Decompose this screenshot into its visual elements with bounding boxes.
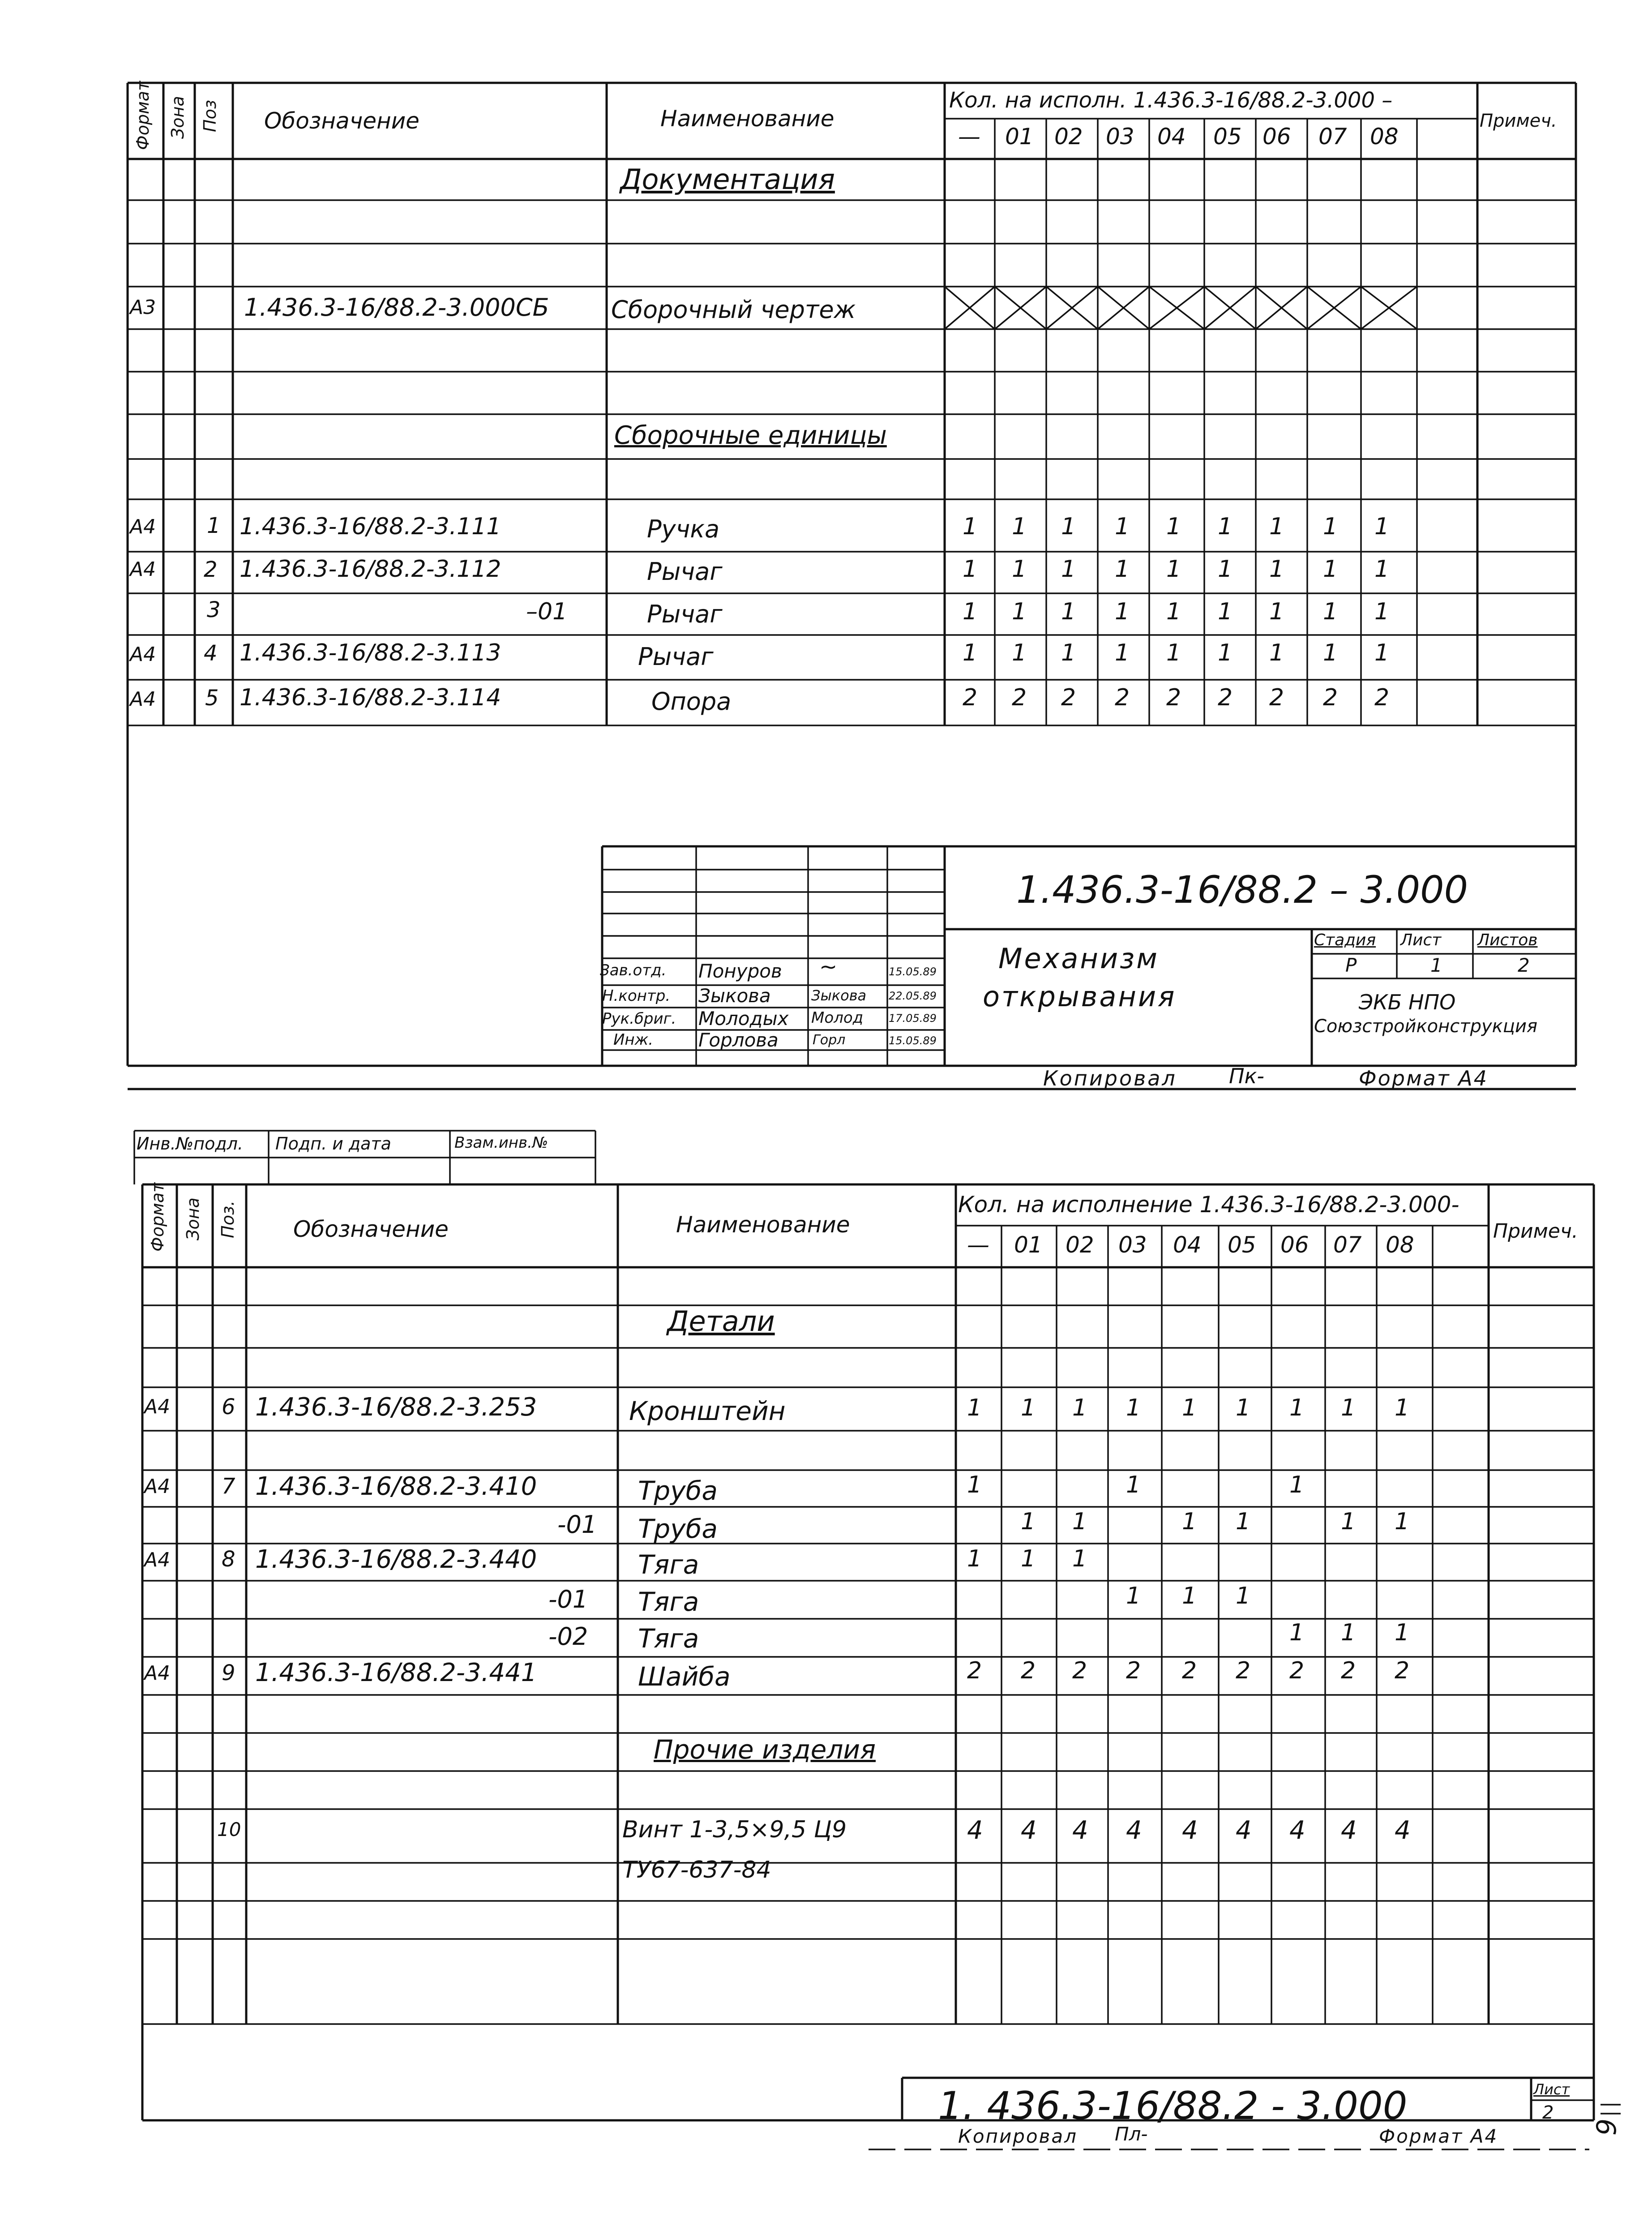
sheet-value: 2 [1542, 2102, 1554, 2123]
variant-header-2: 02 [1066, 1232, 1094, 1258]
row-designation: -01 [557, 1510, 597, 1539]
qty-cell: 1 [1236, 1508, 1251, 1535]
sheet-label: Лист [1400, 931, 1442, 949]
qty-cell: 1 [1115, 556, 1130, 583]
qty-cell: 1 [1269, 639, 1284, 666]
qty-cell: 1 [1012, 639, 1027, 666]
qty-cell: 2 [1072, 1657, 1087, 1684]
qty-cell: 2 [1395, 1657, 1410, 1684]
variant-header-4: 04 [1173, 1232, 1202, 1258]
row-name-2: ТУ67-637-84 [622, 1857, 771, 1883]
header-designation: Обозначение [293, 1216, 449, 1242]
row-name: Кронштейн [629, 1396, 786, 1426]
stamp-sign-date: Подп. и дата [275, 1134, 391, 1154]
doc-designation: 1.436.3-16/88.2-3.000СБ [244, 293, 549, 322]
row-designation: 1.436.3-16/88.2-3.114 [240, 684, 501, 711]
row-pos: 9 [222, 1660, 235, 1686]
variant-header-7: 07 [1333, 1232, 1362, 1258]
qty-cell: 2 [1182, 1657, 1197, 1684]
row-name: Тяга [638, 1623, 699, 1654]
variant-header-3: 03 [1106, 124, 1134, 150]
qty-cell: 4 [1341, 1816, 1357, 1845]
signer-name: Горлова [698, 1029, 779, 1051]
header-name: Наименование [676, 1212, 850, 1238]
title-line2: открывания [983, 980, 1177, 1013]
qty-cell: 1 [1269, 513, 1284, 540]
stamp-inv: Инв.№подл. [137, 1134, 244, 1154]
row-format: А4 [130, 688, 156, 711]
row-designation: 1.436.3-16/88.2-3.111 [240, 513, 501, 540]
qty-cell: 2 [1061, 684, 1076, 711]
footer-format: Формат А4 [1379, 2125, 1498, 2147]
variant-header-3: 03 [1118, 1232, 1147, 1258]
variant-header-2: 02 [1054, 124, 1083, 150]
signer-signature: ~ [819, 954, 838, 979]
signer-role: Инж. [613, 1031, 654, 1049]
qty-cell: 2 [1289, 1657, 1305, 1684]
qty-cell: 1 [1374, 513, 1390, 540]
qty-cell: 2 [1166, 684, 1181, 711]
header-zone: Зона [168, 96, 188, 139]
signer-signature: Горл [813, 1032, 846, 1048]
row-pos: 8 [222, 1547, 235, 1572]
qty-cell: 2 [1012, 684, 1027, 711]
qty-cell: 1 [1341, 1394, 1356, 1421]
qty-cell: 1 [1182, 1394, 1197, 1421]
header-pos: Поз [200, 99, 220, 132]
footer-copied-sign: Пк- [1229, 1064, 1264, 1088]
qty-cell: 4 [1126, 1816, 1142, 1845]
signer-date: 17.05.89 [889, 1012, 937, 1025]
qty-cell: 1 [1166, 556, 1181, 583]
qty-cell: 2 [1269, 684, 1284, 711]
qty-cell: 1 [1218, 639, 1233, 666]
qty-cell: 2 [963, 684, 978, 711]
row-name: Ручка [647, 515, 720, 543]
row-pos: 7 [222, 1474, 235, 1499]
qty-cell: 4 [1236, 1816, 1252, 1845]
qty-cell: 1 [967, 1545, 982, 1572]
qty-cell: 1 [1269, 598, 1284, 625]
variant-header-6: 06 [1263, 124, 1291, 150]
signer-role: Н.контр. [602, 987, 671, 1005]
qty-cell: 1 [967, 1394, 982, 1421]
row-designation: 1.436.3-16/88.2-3.441 [255, 1658, 537, 1687]
variant-header-1: 01 [1005, 124, 1034, 150]
qty-cell: 1 [1289, 1394, 1305, 1421]
row-designation: 1.436.3-16/88.2-3.410 [255, 1472, 537, 1501]
org-line1: ЭКБ НПО [1359, 990, 1456, 1014]
qty-cell: 1 [1182, 1508, 1197, 1535]
row-designation: -01 [548, 1585, 588, 1613]
qty-cell: 1 [967, 1471, 982, 1498]
row-name: Шайба [638, 1661, 731, 1692]
header-qty-title: Кол. на исполнение 1.436.3-16/88.2-3.000- [958, 1192, 1459, 1218]
qty-cell: 4 [967, 1816, 983, 1845]
signer-date: 15.05.89 [889, 1034, 937, 1047]
variant-header-6: 06 [1280, 1232, 1309, 1258]
header-format: Формат [148, 1182, 167, 1252]
signer-role: Рук.бриг. [602, 1010, 676, 1028]
row-pos: 6 [222, 1394, 235, 1420]
qty-cell: 1 [1021, 1545, 1036, 1572]
qty-cell: 1 [1323, 598, 1338, 625]
qty-cell: 1 [1236, 1394, 1251, 1421]
qty-cell: 1 [1323, 639, 1338, 666]
row-designation: -02 [548, 1622, 588, 1651]
sheet-value: 1 [1430, 954, 1442, 976]
row-name: Рычаг [647, 558, 723, 586]
variant-header-8: 08 [1386, 1232, 1414, 1258]
qty-cell: 1 [1115, 598, 1130, 625]
row-format: А4 [144, 1475, 171, 1498]
stage-value: Р [1345, 954, 1357, 976]
qty-cell: 2 [1341, 1657, 1356, 1684]
qty-cell: 1 [1341, 1508, 1356, 1535]
row-name: Тяга [638, 1587, 699, 1617]
row-format: А4 [130, 515, 156, 538]
qty-cell: 1 [1374, 598, 1390, 625]
sheets-label: Листов [1477, 931, 1538, 949]
header-note: Примеч. [1493, 1220, 1578, 1243]
row-name: Рычаг [638, 643, 714, 671]
qty-cell: 1 [1126, 1394, 1141, 1421]
header-note: Примеч. [1480, 111, 1557, 131]
signer-name: Молодых [698, 1008, 789, 1029]
header-name: Наименование [660, 106, 835, 132]
variant-header-0: — [967, 1232, 989, 1258]
qty-cell: 1 [1236, 1583, 1251, 1609]
sheet-label: Лист [1533, 2081, 1570, 2098]
qty-cell: 1 [1395, 1508, 1410, 1535]
qty-cell: 1 [1166, 598, 1181, 625]
qty-cell: 1 [1115, 513, 1130, 540]
row-designation: 1.436.3-16/88.2-3.112 [240, 556, 501, 583]
qty-cell: 1 [1166, 513, 1181, 540]
crossed-cells [945, 287, 1417, 329]
variant-header-4: 04 [1157, 124, 1186, 150]
header-zone: Зона [183, 1197, 203, 1240]
qty-cell: 1 [1269, 556, 1284, 583]
qty-cell: 2 [1236, 1657, 1251, 1684]
variant-header-0: — [958, 124, 980, 150]
header-format: Формат [133, 81, 153, 150]
signer-name: Понуров [698, 960, 782, 982]
variant-header-5: 05 [1213, 124, 1242, 150]
signer-role: Зав.отд. [600, 961, 667, 979]
qty-cell: 1 [1012, 556, 1027, 583]
qty-cell: 1 [1166, 639, 1181, 666]
row-name: Труба [638, 1476, 718, 1506]
qty-cell: 1 [1115, 639, 1130, 666]
stamp-replace: Взам.инв.№ [454, 1134, 548, 1152]
org-line2: Союзстройконструкция [1314, 1016, 1538, 1037]
qty-cell: 1 [1289, 1619, 1305, 1646]
row-format: А4 [144, 1662, 171, 1685]
doc-number: 1. 436.3-16/88.2 - 3.000 [938, 2084, 1408, 2128]
qty-cell: 2 [967, 1657, 982, 1684]
qty-cell: 1 [1218, 556, 1233, 583]
row-pos: 3 [207, 597, 221, 622]
qty-cell: 2 [1218, 684, 1233, 711]
qty-cell: 1 [1341, 1619, 1356, 1646]
signer-signature: Молод [811, 1009, 864, 1027]
row-pos: 2 [204, 557, 218, 582]
signer-name: Зыкова [698, 985, 771, 1007]
qty-cell: 1 [1218, 598, 1233, 625]
qty-cell: 2 [1126, 1657, 1141, 1684]
qty-cell: 1 [1061, 598, 1076, 625]
qty-cell: 1 [1072, 1394, 1087, 1421]
qty-cell: 2 [1115, 684, 1130, 711]
header-qty-title: Кол. на исполн. 1.436.3-16/88.2-3.000 – [949, 88, 1393, 113]
qty-cell: 4 [1021, 1816, 1037, 1845]
sheets-value: 2 [1518, 954, 1530, 976]
qty-cell: 1 [1182, 1583, 1197, 1609]
qty-cell: 1 [963, 513, 978, 540]
qty-cell: 4 [1072, 1816, 1088, 1845]
edge-mark: 9 [1591, 2118, 1623, 2136]
row-name: Опора [651, 687, 732, 716]
row-name: Рычаг [647, 600, 723, 628]
footer-format: Формат А4 [1359, 1066, 1488, 1090]
section-other: Прочие изделия [654, 1734, 876, 1765]
qty-cell: 2 [1323, 684, 1338, 711]
qty-cell: 1 [1021, 1508, 1036, 1535]
row-pos: 5 [205, 686, 219, 711]
variant-header-7: 07 [1318, 124, 1347, 150]
qty-cell: 1 [1218, 513, 1233, 540]
qty-cell: 1 [1374, 556, 1390, 583]
qty-cell: 4 [1289, 1816, 1305, 1845]
row-pos: 10 [217, 1819, 241, 1840]
qty-cell: 1 [1323, 556, 1338, 583]
row-pos: 1 [207, 513, 221, 538]
header-designation: Обозначение [264, 108, 419, 134]
title-line1: Механизм [998, 942, 1159, 975]
qty-cell: 1 [963, 556, 978, 583]
qty-cell: 4 [1182, 1816, 1198, 1845]
row-format: А4 [144, 1548, 171, 1571]
row-designation: 1.436.3-16/88.2-3.253 [255, 1393, 537, 1422]
row-name: Труба [638, 1514, 718, 1544]
doc-format: А3 [130, 296, 156, 319]
doc-number: 1.436.3-16/88.2 – 3.000 [1016, 868, 1468, 912]
qty-cell: 1 [1012, 513, 1027, 540]
doc-name: Сборочный чертеж [611, 296, 856, 324]
variant-header-1: 01 [1014, 1232, 1043, 1258]
qty-cell: 1 [1323, 513, 1338, 540]
footer-copied-sign: Пл- [1115, 2123, 1148, 2145]
qty-cell: 1 [1012, 598, 1027, 625]
qty-cell: 2 [1374, 684, 1390, 711]
qty-cell: 4 [1395, 1816, 1411, 1845]
qty-cell: 1 [963, 598, 978, 625]
row-designation: 1.436.3-16/88.2-3.440 [255, 1545, 537, 1574]
signer-signature: Зыкова [811, 987, 867, 1004]
section-documentation: Документация [620, 163, 835, 196]
qty-cell: 1 [1061, 556, 1076, 583]
qty-cell: 1 [1126, 1471, 1141, 1498]
qty-cell: 1 [1061, 639, 1076, 666]
qty-cell: 1 [1061, 513, 1076, 540]
row-designation: –01 [526, 598, 568, 625]
section-details: Детали [667, 1305, 775, 1338]
signer-date: 22.05.89 [889, 990, 937, 1002]
qty-cell: 1 [1072, 1545, 1087, 1572]
variant-header-5: 05 [1228, 1232, 1256, 1258]
qty-cell: 1 [1374, 639, 1390, 666]
signer-date: 15.05.89 [889, 965, 937, 978]
stage-label: Стадия [1314, 931, 1376, 949]
qty-cell: 1 [1289, 1471, 1305, 1498]
qty-cell: 1 [963, 639, 978, 666]
qty-cell: 1 [1126, 1583, 1141, 1609]
row-pos: 4 [204, 641, 218, 666]
section-assemblies: Сборочные единицы [614, 421, 887, 450]
row-designation: 1.436.3-16/88.2-3.113 [240, 639, 501, 666]
row-name: Тяга [638, 1549, 699, 1580]
footer-copied: Копировал [958, 2125, 1078, 2147]
qty-cell: 1 [1072, 1508, 1087, 1535]
qty-cell: 1 [1021, 1394, 1036, 1421]
header-pos: Поз. [218, 1200, 238, 1238]
qty-cell: 1 [1395, 1619, 1410, 1646]
qty-cell: 1 [1395, 1394, 1410, 1421]
row-format: А4 [130, 643, 156, 666]
row-format: А4 [144, 1395, 171, 1418]
footer-copied: Копировал [1043, 1066, 1177, 1090]
row-name: Винт 1-3,5×9,5 Ц9 [622, 1816, 847, 1843]
variant-header-8: 08 [1370, 124, 1399, 150]
qty-cell: 2 [1021, 1657, 1036, 1684]
row-format: А4 [130, 558, 156, 581]
